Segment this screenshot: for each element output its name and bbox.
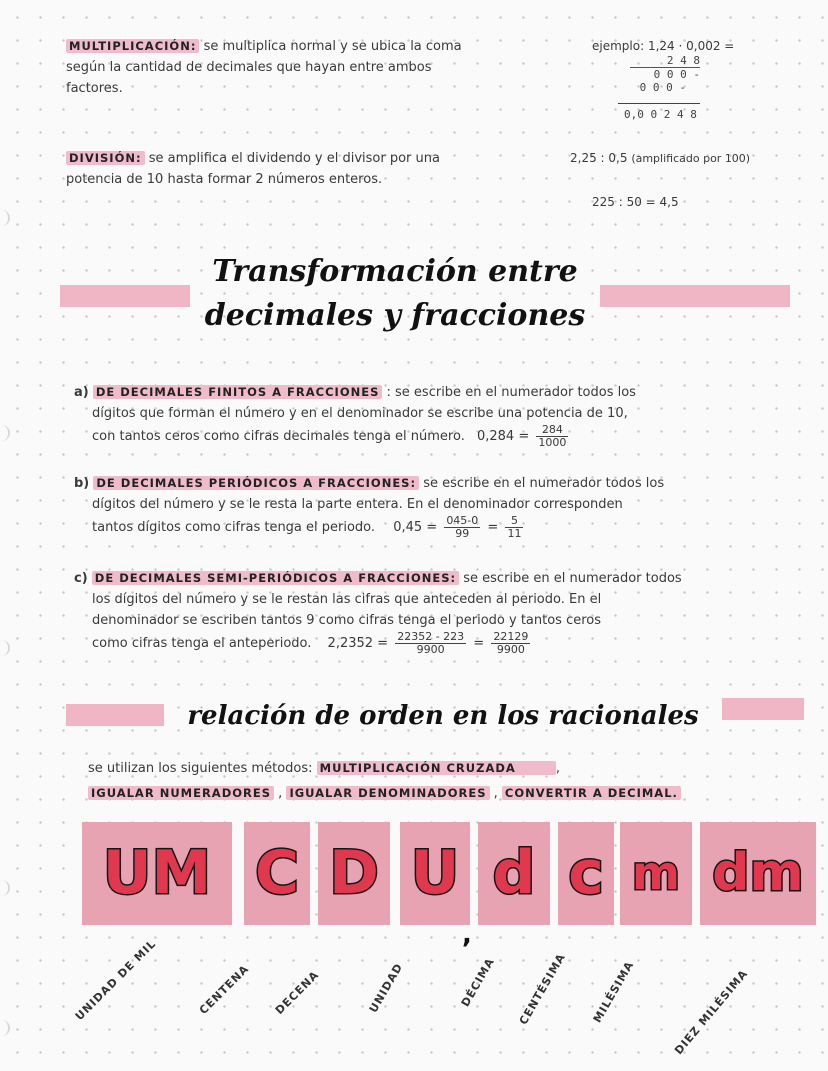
multiplicacion-example — [592, 36, 812, 57]
methods-intro: se utilizan los siguientes métodos: — [88, 761, 313, 776]
place-value-caption: UNIDAD DE MIL — [72, 937, 159, 1023]
division-example-op: 2,25 : 0,5 — [570, 151, 628, 165]
multiplicacion-label: MULTIPLICACIÓN: — [66, 39, 199, 53]
item-b-text: dígitos del número y se le resta la parte entera. En el denominador corresponden — [92, 497, 623, 512]
decimal-comma: , — [462, 920, 472, 950]
place-value-caption: MILÉSIMA — [590, 958, 637, 1025]
item-c-example: 2,2352 = — [327, 636, 389, 651]
calc-line: 0 0 0 - — [653, 68, 700, 81]
multiplication-calc — [630, 54, 700, 94]
item-b-text: se escribe en el numerador todos los — [423, 476, 665, 491]
fraction-denominator: 9900 — [416, 643, 445, 656]
highlight-band — [600, 285, 790, 307]
item-a-text: dígitos que forman el número y en el denominador se escribe una potencia de 10, — [92, 406, 628, 421]
place-value-caption: DECENA — [272, 968, 322, 1017]
item-a-prefix: a) — [74, 385, 89, 400]
item-c-text: denominador se escriben tantos 9 como cifras tenga el periodo y tantos ceros — [92, 613, 602, 628]
division-block — [66, 148, 546, 190]
item-b-label: DE DECIMALES PERIÓDICOS A FRACCIONES: — [93, 476, 419, 490]
item-a-block — [74, 382, 794, 449]
calc-line: 0 0 0 - — [639, 81, 686, 94]
item-a-example: 0,284 = — [476, 429, 530, 444]
equals-sign: = — [487, 520, 499, 535]
item-c-prefix: c) — [74, 571, 88, 586]
item-a-text: se escribe en el numerador todos los — [395, 385, 636, 400]
notebook-ring — [0, 210, 10, 226]
place-value-box — [244, 822, 310, 925]
place-value-box — [620, 822, 692, 925]
place-value-box — [558, 822, 614, 925]
division-text: potencia de 10 hasta formar 2 números enteros. — [66, 172, 383, 187]
item-c-text: se escribe en el numerador todos — [463, 571, 682, 586]
fraction-numerator: 22352 - 223 — [397, 630, 465, 643]
place-value-abbr: UM — [102, 838, 212, 908]
calc-divider — [618, 103, 700, 104]
item-b-text: tantos dígitos como cifras tenga el periodo. — [92, 520, 376, 535]
place-value-box — [700, 822, 816, 925]
place-value-abbr: m — [632, 846, 680, 900]
notebook-ring — [0, 1020, 10, 1036]
fraction-numerator: 045-0 — [446, 514, 479, 527]
multiplicacion-text: según la cantidad de decimales que hayan entre ambos — [66, 60, 432, 75]
calc-result: 0,0 0 2 4 8 — [624, 108, 697, 121]
item-a-colon: : — [386, 385, 391, 400]
item-b-fraction-2 — [505, 515, 523, 540]
division-result: 225 : 50 = 4,5 — [592, 195, 679, 209]
notebook-ring — [0, 425, 10, 441]
fraction-numerator: 284 — [536, 424, 568, 437]
fraction-denominator: 99 — [455, 527, 470, 540]
method-igualar-numeradores: IGUALAR NUMERADORES — [88, 786, 274, 800]
section-title-transformacion — [190, 250, 600, 338]
method-igualar-denominadores: IGUALAR DENOMINADORES — [286, 786, 489, 800]
place-value-box — [82, 822, 232, 925]
example-label: ejemplo: — [592, 39, 645, 53]
title-line: decimales y fracciones — [204, 298, 586, 333]
item-b-block — [74, 473, 804, 540]
item-c-fraction-1 — [395, 631, 466, 656]
place-value-box — [478, 822, 550, 925]
item-a-fraction — [536, 424, 568, 449]
place-value-abbr: D — [329, 838, 379, 908]
item-c-fraction-2 — [491, 631, 530, 656]
item-c-block — [74, 568, 804, 656]
place-value-abbr: U — [410, 838, 460, 908]
place-value-caption: UNIDAD — [366, 960, 406, 1015]
item-b-example: 0,45 = — [393, 520, 438, 535]
item-b-fraction-1 — [444, 515, 480, 540]
multiplicacion-block — [66, 36, 566, 99]
division-text: se amplifica el dividendo y el divisor por una — [148, 151, 440, 166]
place-value-abbr: dm — [712, 843, 804, 903]
item-c-text: los dígitos del número y se le restan las cifras que anteceden al periodo. En el — [92, 592, 602, 607]
place-value-caption: CENTENA — [196, 962, 252, 1017]
fraction-numerator: 22129 — [493, 630, 529, 643]
division-example — [570, 148, 820, 169]
fraction-denominator: 11 — [507, 527, 522, 540]
place-value-caption: CENTÉSIMA — [516, 950, 569, 1027]
place-value-abbr: c — [568, 838, 604, 908]
highlight-band — [60, 285, 190, 307]
multiplicacion-text: factores. — [66, 81, 123, 96]
fraction-numerator: 5 — [505, 515, 523, 528]
section-title-relacion: relación de orden en los racionales — [187, 701, 699, 731]
methods-block: se utilizan los siguientes métodos: MULTIPLICACIÓN CRUZADA , IGUALAR NUMERADORES , IGUALAR DENOMINADORES , CONVERTIR A DECIMAL. — [88, 756, 808, 806]
calc-line: 2 4 8 — [630, 54, 700, 68]
place-value-abbr: C — [254, 838, 300, 908]
highlight-band — [66, 704, 164, 726]
division-example-note: (amplificado por 100) — [631, 152, 751, 165]
place-value-caption: DÉCIMA — [458, 955, 498, 1009]
item-a-text: con tantos ceros como cifras decimales tenga el número. — [92, 429, 465, 444]
item-a-label: DE DECIMALES FINITOS A FRACCIONES — [93, 385, 383, 399]
division-label: DIVISIÓN: — [66, 151, 145, 165]
item-c-text: como cifras tenga el anteperiodo. — [92, 636, 312, 651]
place-value-abbr: d — [492, 838, 536, 908]
multiplicacion-text: se multiplica normal y se ubica la coma — [203, 39, 462, 54]
example-operation: 1,24 · 0,002 = — [647, 39, 735, 53]
notebook-ring — [0, 640, 10, 656]
notebook-ring — [0, 880, 10, 896]
fraction-denominator: 1000 — [538, 436, 567, 449]
title-line: Transformación entre — [212, 254, 578, 289]
highlight-band — [722, 698, 804, 720]
place-value-box — [318, 822, 390, 925]
method-multiplicacion-cruzada: MULTIPLICACIÓN CRUZADA — [317, 761, 556, 775]
fraction-denominator: 9900 — [496, 643, 525, 656]
item-b-prefix: b) — [74, 476, 90, 491]
item-c-label: DE DECIMALES SEMI-PERIÓDICOS A FRACCIONES: — [92, 571, 459, 585]
place-value-box — [400, 822, 470, 925]
place-value-caption: DIEZ MILÉSIMA — [672, 966, 751, 1057]
method-convertir-decimal: CONVERTIR A DECIMAL. — [502, 786, 681, 800]
equals-sign: = — [473, 636, 485, 651]
